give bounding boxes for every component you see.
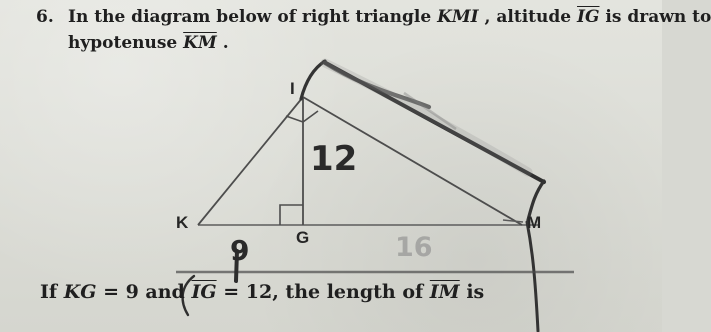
segment-kg: KG	[63, 281, 97, 303]
question-bottom-part-5: = 12, the length of	[223, 281, 430, 303]
question-line-1-part-5: is drawn to	[605, 7, 711, 27]
question-line-1-part-1: In the diagram below of right triangle	[68, 7, 438, 27]
question-line-2-part-3: .	[222, 33, 229, 53]
triangle-name: KMI	[437, 7, 479, 27]
segment-im: $\overline{IM}$	[429, 281, 460, 303]
pencil-arc-top	[301, 61, 325, 99]
question-bottom-part-1: If	[40, 281, 64, 303]
handwritten-left-segment-value: 9	[230, 234, 250, 267]
hypotenuse-segment-name: $\overline{KM}$	[183, 33, 217, 53]
vertex-label-k: K	[176, 213, 189, 232]
pencil-right-vertical	[527, 222, 538, 331]
vertex-label-g: G	[296, 228, 310, 247]
question-line-1-part-3: , altitude	[484, 7, 578, 27]
faint-handwritten-value: 16	[395, 232, 433, 263]
question-bottom-line	[40, 281, 484, 303]
question-bottom-part-3: = 9 and	[103, 281, 192, 303]
vertex-label-m: M	[527, 213, 542, 232]
m-tick-mark	[503, 220, 523, 222]
altitude-segment-name: $\overline{IG}$	[577, 7, 600, 27]
vertex-label-i: I	[290, 79, 295, 98]
question-number: 6.	[36, 7, 54, 27]
question-line-2-part-1: hypotenuse	[68, 33, 184, 53]
segment-ig: $\overline{IG}$	[191, 281, 217, 303]
question-bottom-part-7: is	[466, 281, 485, 303]
handwritten-altitude-value: 12	[310, 139, 358, 179]
right-angle-mark-g	[280, 205, 303, 225]
